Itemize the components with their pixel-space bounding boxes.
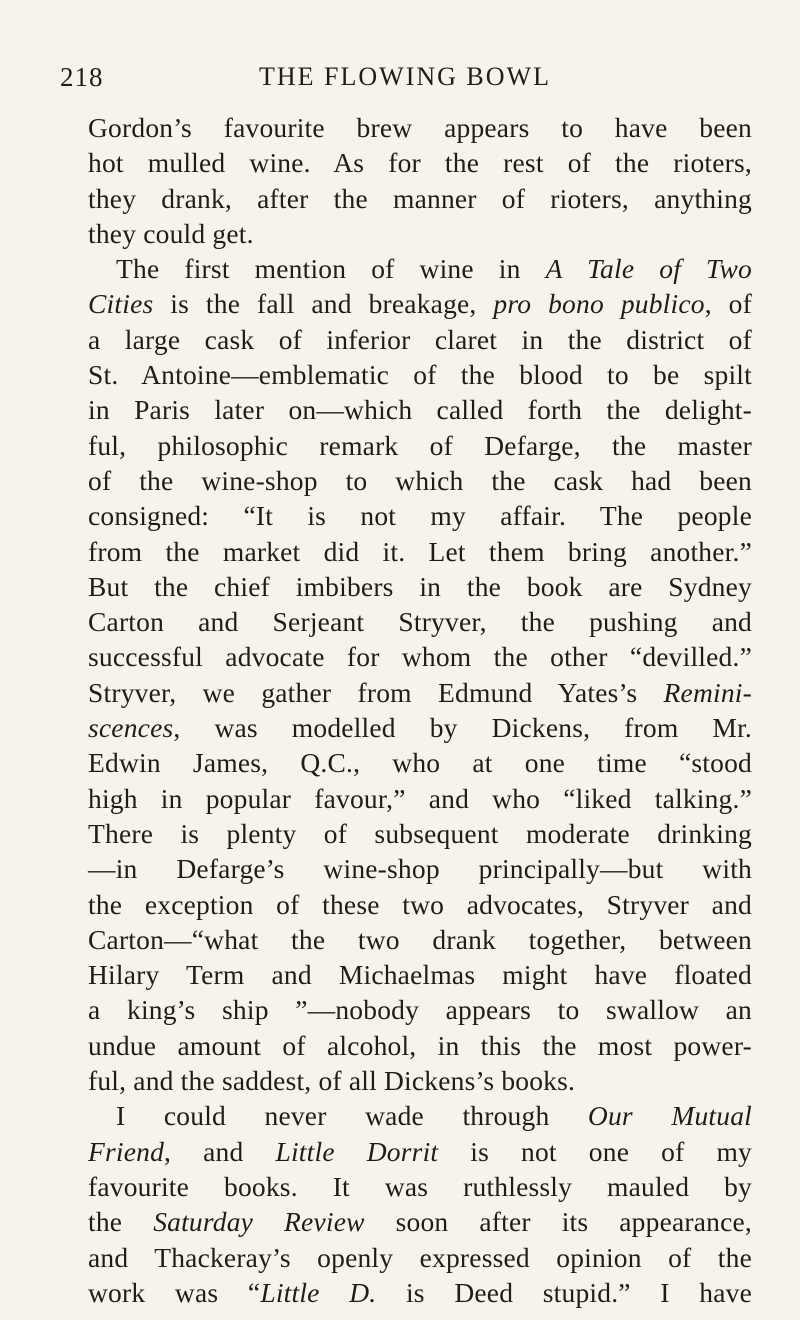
text-line: [88, 992, 752, 1027]
text-run: , was modelled by Dickens, from Mr.: [173, 712, 752, 744]
text-line: [88, 1240, 752, 1275]
text-line: [88, 922, 752, 957]
text-line: [88, 110, 752, 145]
text-run: a large cask of inferior claret in the district of: [88, 323, 752, 355]
italic-text: Saturday Review: [153, 1206, 365, 1238]
text-line: [88, 251, 752, 286]
text-line: [88, 1028, 752, 1063]
text-run: ful, philosophic remark of Defarge, the master: [88, 429, 752, 461]
text-line: [88, 534, 752, 569]
text-run: ful, and the saddest, of all Dickens’s books.: [88, 1065, 576, 1097]
text-line: [88, 357, 752, 392]
text-line: [88, 1098, 752, 1133]
text-line: [88, 851, 752, 886]
text-run: Hilary Term and Michaelmas might have floated: [88, 959, 752, 991]
italic-text: Our Mutual: [587, 1100, 752, 1132]
text-line: [88, 1169, 752, 1204]
italic-text: Friend: [88, 1135, 165, 1167]
text-run: is Deed stupid.” I have: [376, 1276, 752, 1308]
text-line: [88, 675, 752, 710]
text-run: work was “: [88, 1276, 261, 1308]
text-run: undue amount of alcohol, in this the most power-: [88, 1029, 752, 1061]
text-run: of the wine-shop to which the cask had been: [88, 464, 752, 496]
text-line: [88, 604, 752, 639]
text-line: [88, 569, 752, 604]
italic-text: A Tale of Two: [545, 253, 752, 285]
text-run: —in Defarge’s wine-shop principally—but with: [88, 853, 752, 885]
text-run: , of: [704, 288, 752, 320]
text-line: [88, 1063, 752, 1098]
text-run: soon after its appearance,: [364, 1206, 752, 1238]
page-number: 218: [60, 62, 104, 92]
text-run: the: [88, 1206, 154, 1238]
italic-text: Cities: [88, 288, 154, 320]
text-line: [88, 322, 752, 357]
text-run: Carton—“what the two drank together, between: [88, 923, 752, 955]
text-line: [88, 428, 752, 463]
text-line: [88, 1134, 752, 1169]
text-run: Stryver, we gather from Edmund Yates’s: [88, 676, 664, 708]
text-run: , and: [164, 1135, 276, 1167]
text-line: [88, 392, 752, 427]
text-run: a king’s ship ”—nobody appears to swallow an: [88, 994, 752, 1026]
text-run: in Paris later on—which called forth the delight-: [88, 394, 752, 426]
text-run: hot mulled wine. As for the rest of the rioters,: [88, 147, 752, 179]
text-line: [88, 816, 752, 851]
italic-text: scences: [88, 712, 174, 744]
text-run: consigned: “It is not my affair. The people: [88, 500, 752, 532]
text-run: from the market did it. Let them bring another.”: [88, 535, 752, 567]
text-run: Gordon’s favourite brew appears to have been: [88, 112, 752, 143]
text-run: is the fall and breakage,: [153, 288, 494, 320]
text-line: [88, 145, 752, 180]
text-run: Edwin James, Q.C., who at one time “stood: [88, 747, 752, 779]
text-line: [88, 957, 752, 992]
text-run: high in popular favour,” and who “liked talking.”: [88, 782, 752, 814]
running-title: THE FLOWING BOWL: [259, 62, 551, 91]
text-run: There is plenty of subsequent moderate drinking: [88, 817, 752, 849]
text-line: [88, 781, 752, 816]
text-line: [88, 887, 752, 922]
text-line: [88, 216, 752, 251]
text-run: the exception of these two advocates, Stryver and: [88, 888, 752, 920]
text-line: [88, 639, 752, 674]
text-line: [88, 463, 752, 498]
text-run: successful advocate for whom the other “devilled.”: [88, 641, 752, 673]
text-line: [88, 710, 752, 745]
text-line: [88, 745, 752, 780]
text-line: [88, 286, 752, 321]
italic-text: Little D.: [260, 1276, 377, 1308]
text-line: [88, 1275, 752, 1310]
text-run: they drank, after the manner of rioters, anything: [88, 182, 752, 214]
text-run: St. Antoine—emblematic of the blood to be spilt: [88, 359, 752, 391]
text-line: [88, 181, 752, 216]
body-text: [88, 110, 752, 1310]
text-line: [88, 498, 752, 533]
text-run: and Thackeray’s openly expressed opinion of the: [88, 1241, 752, 1273]
text-line: [88, 1204, 752, 1239]
italic-text: pro bono publico: [493, 288, 705, 320]
text-run: I could never wade through: [116, 1100, 588, 1132]
text-run: they could get.: [88, 217, 254, 249]
text-run: Carton and Serjeant Stryver, the pushing and: [88, 606, 752, 638]
text-run: is not one of my: [438, 1135, 752, 1167]
italic-text: Remini-: [663, 676, 752, 708]
text-run: favourite books. It was ruthlessly mauled by: [88, 1170, 752, 1202]
text-run: But the chief imbibers in the book are Sydney: [88, 570, 752, 602]
text-run: The first mention of wine in: [116, 253, 546, 285]
running-head: [60, 62, 750, 102]
italic-text: Little Dorrit: [275, 1135, 439, 1167]
